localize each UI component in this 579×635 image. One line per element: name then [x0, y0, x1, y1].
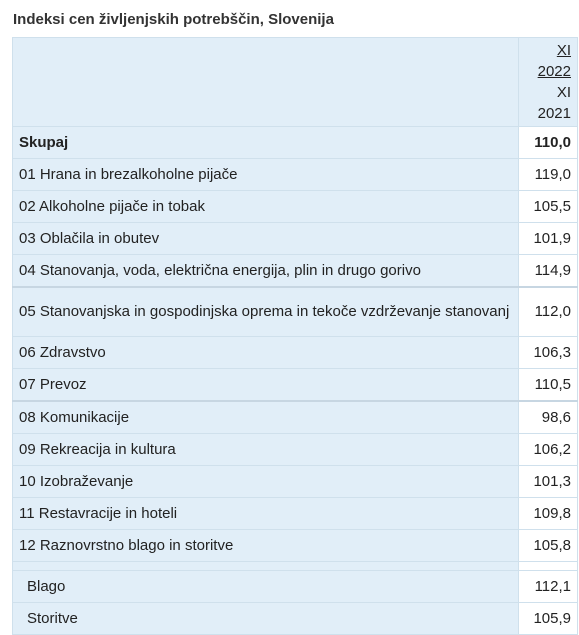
row-label: Storitve [13, 603, 519, 635]
row-value: 101,9 [519, 223, 578, 255]
row-value: 101,3 [519, 466, 578, 498]
row-value: 106,3 [519, 337, 578, 369]
row-value: 119,0 [519, 159, 578, 191]
row-value: 112,1 [519, 571, 578, 603]
row-label: 05 Stanovanjska in gospodinjska oprema in tekoče vzdrževanje stanovanj [13, 287, 519, 337]
row-label: 10 Izobraževanje [13, 466, 519, 498]
row-value: 106,2 [519, 434, 578, 466]
row-label: 07 Prevoz [13, 369, 519, 402]
row-label: Blago [13, 571, 519, 603]
period-base: XI 2021 [537, 84, 571, 122]
row-label: Skupaj [13, 127, 519, 159]
page-title: Indeksi cen življenjskih potrebščin, Slovenija [13, 11, 334, 28]
spacer-cell [13, 562, 519, 571]
table-row [13, 571, 578, 603]
spacer-cell [519, 562, 578, 571]
table-row [13, 603, 578, 635]
header-empty-cell [13, 38, 519, 127]
table-spacer-row [13, 562, 578, 571]
table-row [13, 401, 578, 434]
table-row [13, 255, 578, 288]
table-row [13, 287, 578, 337]
row-value: 109,8 [519, 498, 578, 530]
header-period-cell [519, 38, 578, 127]
row-label: 06 Zdravstvo [13, 337, 519, 369]
row-label: 04 Stanovanja, voda, električna energija, plin in drugo gorivo [13, 255, 519, 288]
price-index-table [12, 37, 578, 635]
table-row [13, 223, 578, 255]
row-label: 03 Oblačila in obutev [13, 223, 519, 255]
row-label: 02 Alkoholne pijače in tobak [13, 191, 519, 223]
row-value: 105,5 [519, 191, 578, 223]
table-row-total [13, 127, 578, 159]
table-row [13, 337, 578, 369]
table-row [13, 159, 578, 191]
row-value: 112,0 [519, 287, 578, 337]
table-row [13, 466, 578, 498]
row-label: 01 Hrana in brezalkoholne pijače [13, 159, 519, 191]
row-label: 12 Raznovrstno blago in storitve [13, 530, 519, 562]
row-value: 110,5 [519, 369, 578, 402]
row-label: 09 Rekreacija in kultura [13, 434, 519, 466]
row-value: 105,8 [519, 530, 578, 562]
row-label: 11 Restavracije in hoteli [13, 498, 519, 530]
row-value: 98,6 [519, 401, 578, 434]
table-row [13, 369, 578, 402]
table-row [13, 434, 578, 466]
row-label: 08 Komunikacije [13, 401, 519, 434]
row-value: 110,0 [519, 127, 578, 159]
table-row [13, 530, 578, 562]
period-current-link[interactable]: XI 2022 [537, 42, 571, 80]
table-row [13, 191, 578, 223]
row-value: 114,9 [519, 255, 578, 288]
table-row [13, 498, 578, 530]
table-header-row [13, 38, 578, 127]
row-value: 105,9 [519, 603, 578, 635]
